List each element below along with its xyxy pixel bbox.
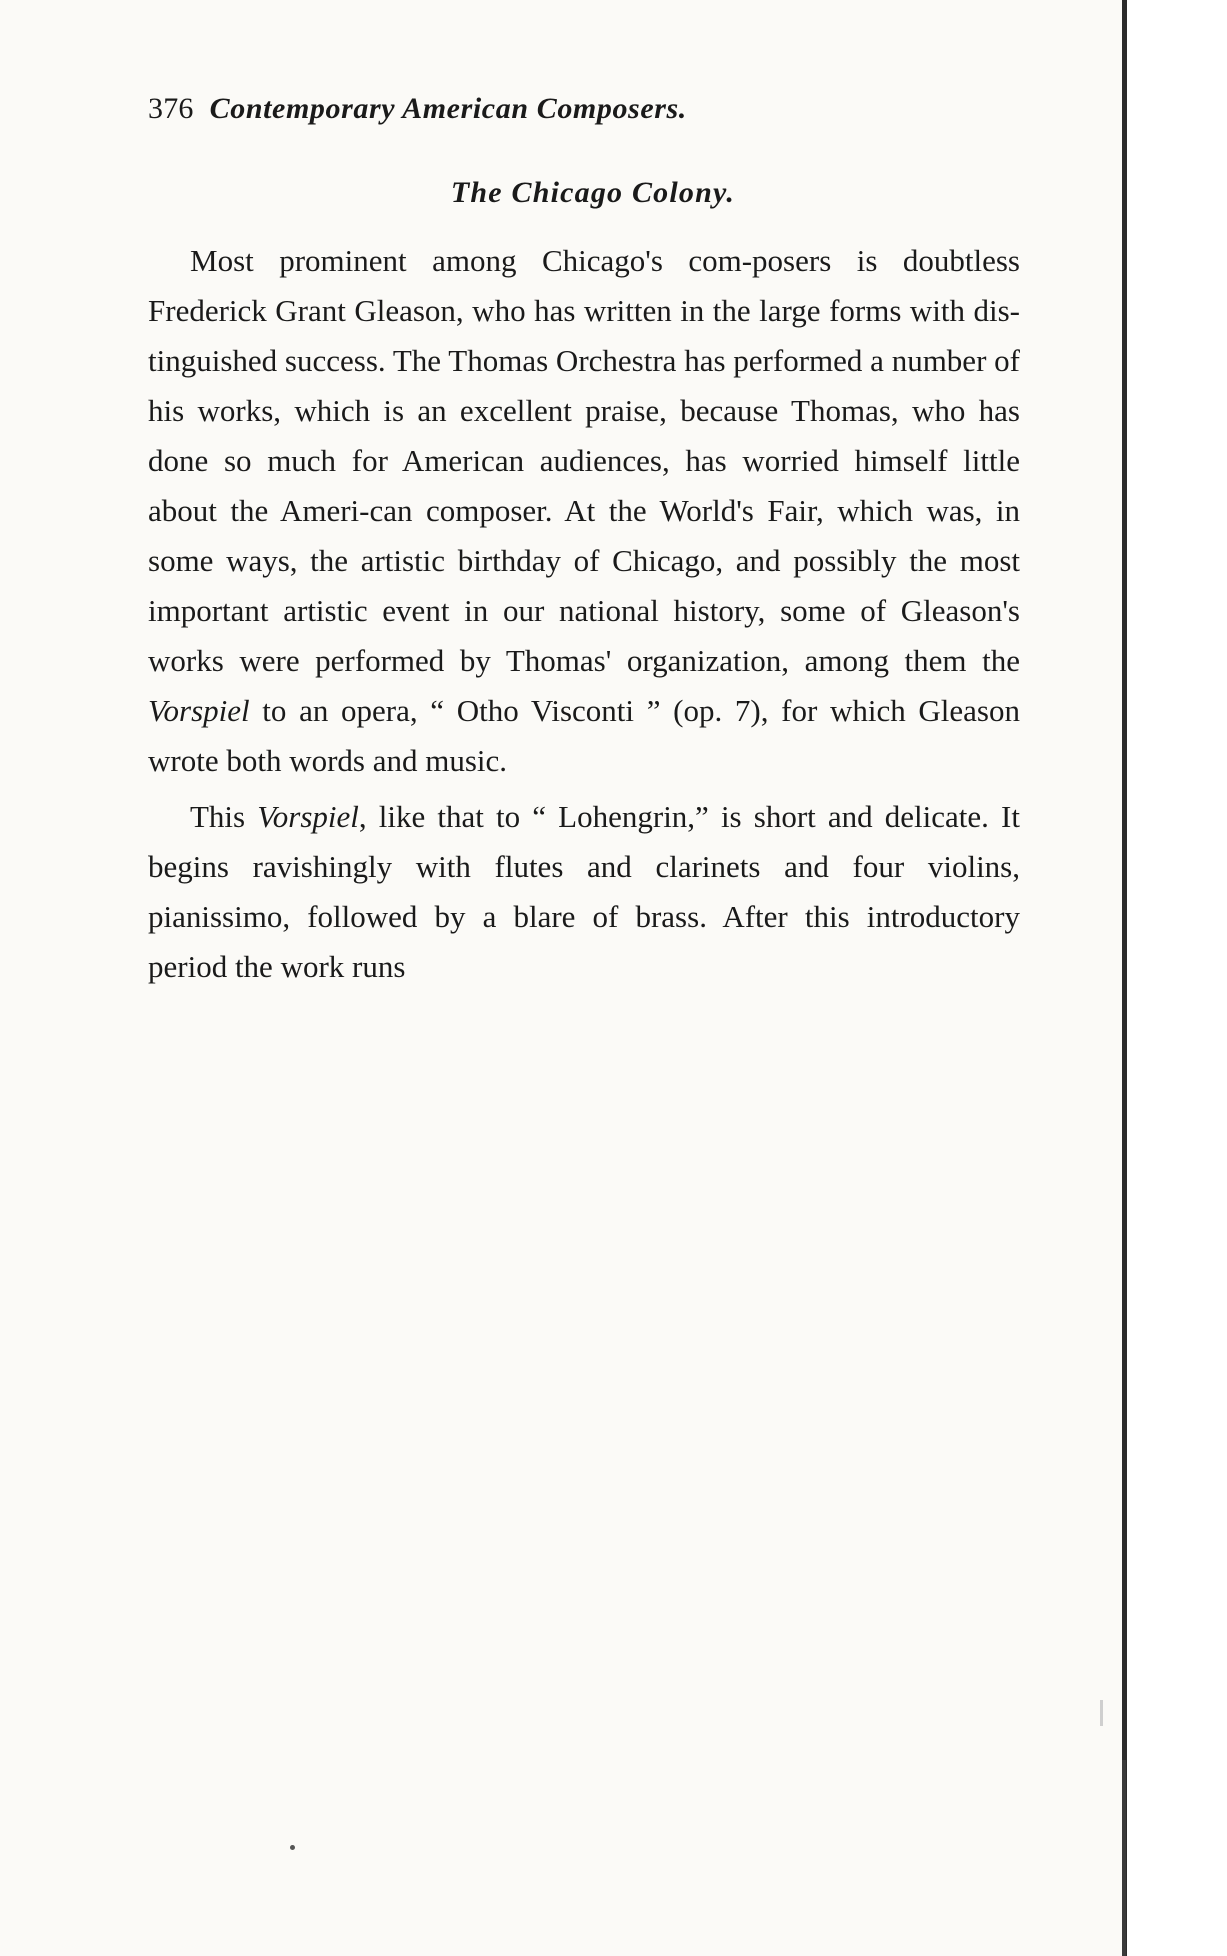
- scan-gutter-edge-lower: [1122, 1760, 1126, 1956]
- italic-term: Vorspiel: [257, 799, 359, 834]
- running-head-title: Contemporary American Composers.: [209, 92, 687, 125]
- page-content: [148, 92, 1020, 992]
- section-title: The Chicago Colony.: [450, 176, 736, 209]
- page-number: 376: [148, 92, 194, 125]
- scan-gutter-nick: [1100, 1700, 1103, 1726]
- scan-outer-margin: [1127, 0, 1227, 1956]
- paragraph-1: [148, 236, 1020, 786]
- paragraph-2-text: This Vorspiel, like that to “ Lohengrin,” is short and delicate. It begins ravishingly with flutes and clarinets and four violins, pianissimo, followed by a blare of brass. After this introductory period the work runs: [148, 799, 1020, 984]
- page-speck: [290, 1845, 295, 1850]
- paragraph-2: [148, 792, 1020, 992]
- italic-term: Vorspiel: [148, 693, 250, 728]
- running-head: [148, 92, 1020, 126]
- paragraph-1-text: Most prominent among Chicago's com-posers is doubtless Frederick Grant Gleason, who has written in the large forms with dis-tinguished success. The Thomas Orchestra has performed a number of his works, which is an excellent praise, because Thomas, who has done so much for American audiences, has worried himself little about the Ameri-can composer. At the World's Fair, which was, in some ways, the artistic birthday of Chicago, and possibly the most important artistic event in our national history, some of Gleason's works were performed by Thomas' organization, among them the Vorspiel to an opera, “ Otho Visconti ” (op. 7), for which Gleason wrote both words and music.: [148, 243, 1020, 778]
